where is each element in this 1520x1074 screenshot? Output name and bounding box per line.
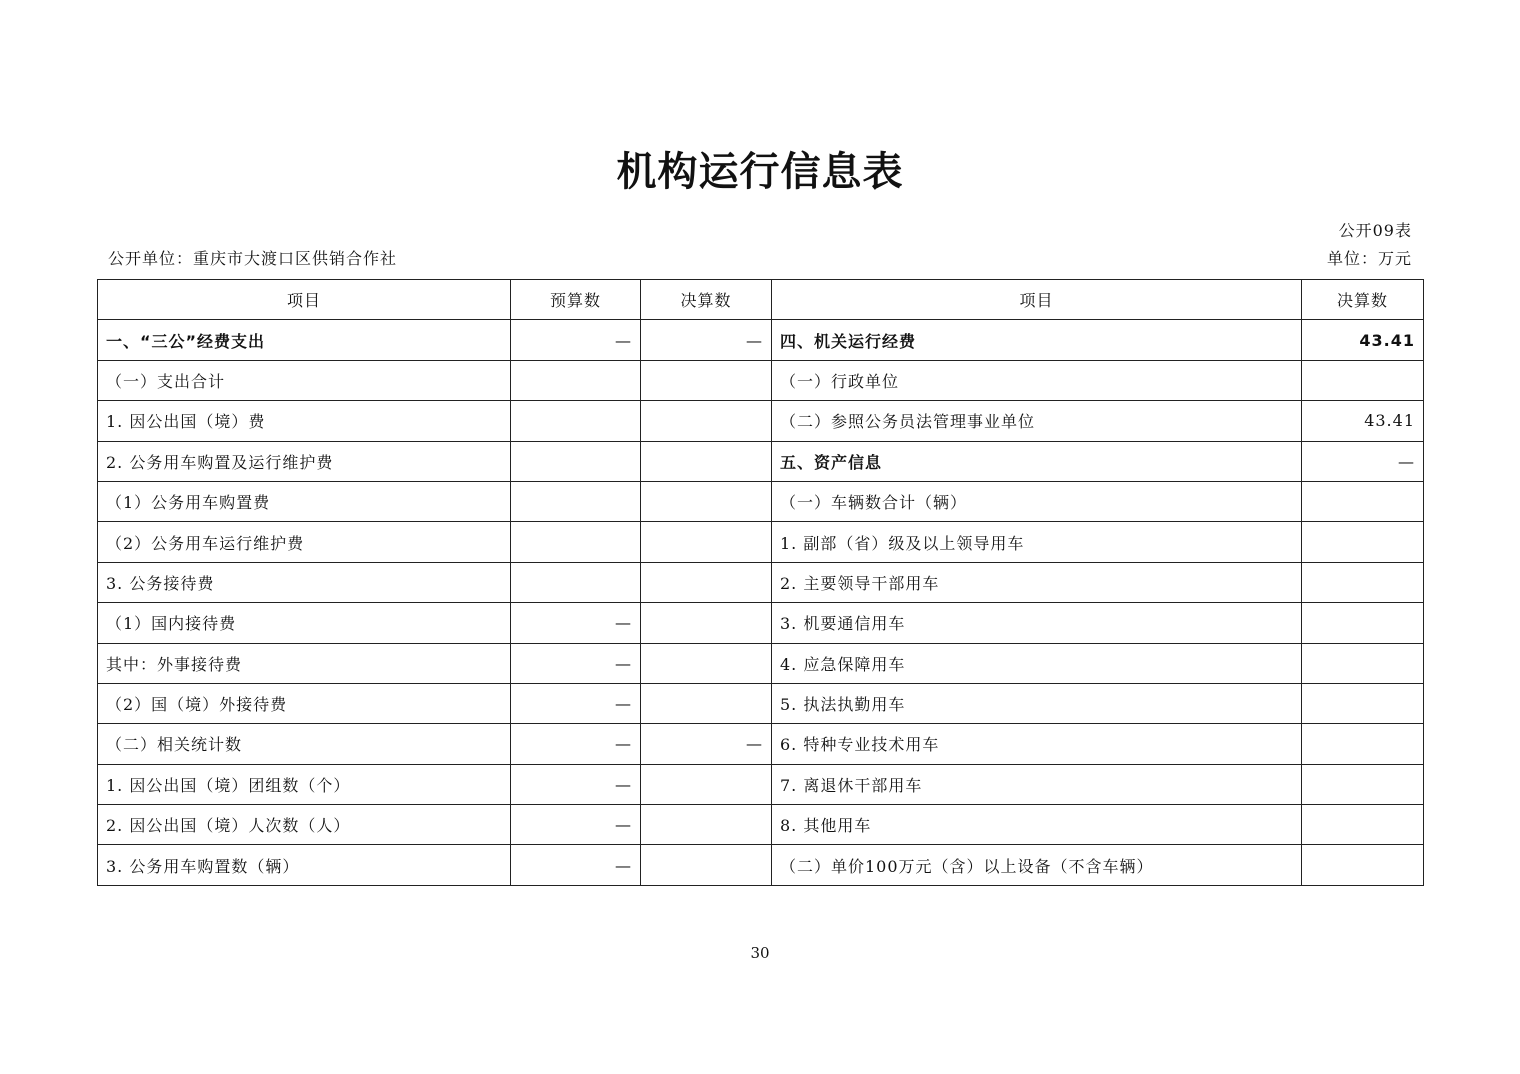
row-final [641,441,772,481]
row-final-right: 43.41 [1302,401,1424,441]
row-final-right [1302,764,1424,804]
row-item: 2. 因公出国（境）人次数（人） [98,805,511,845]
table-row [98,724,1424,764]
row-item-right: 6. 特种专业技术用车 [772,724,1302,764]
row-final-right [1302,845,1424,885]
row-item-right: 8. 其他用车 [772,805,1302,845]
header-budget: 预算数 [511,280,641,320]
row-budget: — [511,805,641,845]
row-item-right: （二）参照公务员法管理事业单位 [772,401,1302,441]
table-row [98,522,1424,562]
row-final [641,845,772,885]
row-budget: — [511,320,641,360]
header-final: 决算数 [641,280,772,320]
row-item: （1）国内接待费 [98,603,511,643]
row-final [641,481,772,521]
row-item: 3. 公务接待费 [98,562,511,602]
row-final [641,360,772,400]
row-item: （2）国（境）外接待费 [98,683,511,723]
row-item-right: （一）车辆数合计（辆） [772,481,1302,521]
row-budget [511,481,641,521]
header-item-right: 项目 [772,280,1302,320]
row-final-right [1302,603,1424,643]
row-budget [511,401,641,441]
row-final-right: 43.41 [1302,320,1424,360]
row-final [641,562,772,602]
row-budget [511,441,641,481]
row-item: 一、“三公”经费支出 [98,320,511,360]
row-final-right [1302,805,1424,845]
row-item: （一）支出合计 [98,360,511,400]
table-row [98,603,1424,643]
row-final: — [641,724,772,764]
row-final [641,401,772,441]
page-number: 30 [750,944,770,962]
table-header-row [98,280,1424,320]
row-item-right: 5. 执法执勤用车 [772,683,1302,723]
table-row [98,481,1424,521]
row-final: — [641,320,772,360]
row-final-right [1302,683,1424,723]
row-item-right: 五、资产信息 [772,441,1302,481]
row-final-right [1302,562,1424,602]
table-row [98,764,1424,804]
row-final [641,683,772,723]
row-item: （2）公务用车运行维护费 [98,522,511,562]
row-item-right: 3. 机要通信用车 [772,603,1302,643]
row-final [641,603,772,643]
row-budget [511,522,641,562]
row-budget: — [511,724,641,764]
table-row [98,562,1424,602]
row-budget [511,360,641,400]
table-row [98,643,1424,683]
row-final [641,643,772,683]
table-row [98,683,1424,723]
row-item: （1）公务用车购置费 [98,481,511,521]
row-budget: — [511,845,641,885]
page-title: 机构运行信息表 [616,149,904,195]
row-item: 2. 公务用车购置及运行维护费 [98,441,511,481]
publishing-unit: 公开单位：重庆市大渡口区供销合作社 [108,249,398,268]
row-budget [511,562,641,602]
row-budget: — [511,643,641,683]
row-final-right [1302,724,1424,764]
unit-row [108,246,1412,269]
currency-unit: 单位：万元 [1326,249,1412,268]
row-final-right [1302,643,1424,683]
row-final-right [1302,522,1424,562]
table-row [98,320,1424,360]
table-row [98,845,1424,885]
row-item-right: （二）单价100万元（含）以上设备（不含车辆） [772,845,1302,885]
row-final-right [1302,481,1424,521]
row-item-right: 7. 离退休干部用车 [772,764,1302,804]
row-budget: — [511,683,641,723]
table-row [98,805,1424,845]
row-item: 其中：外事接待费 [98,643,511,683]
table-row [98,401,1424,441]
row-item-right: （一）行政单位 [772,360,1302,400]
row-item-right: 四、机关运行经费 [772,320,1302,360]
row-final [641,805,772,845]
row-item: 3. 公务用车购置数（辆） [98,845,511,885]
row-item: 1. 因公出国（境）团组数（个） [98,764,511,804]
info-table [97,279,1424,886]
row-final-right: — [1302,441,1424,481]
row-item-right: 4. 应急保障用车 [772,643,1302,683]
row-item-right: 1. 副部（省）级及以上领导用车 [772,522,1302,562]
table-row [98,360,1424,400]
row-item-right: 2. 主要领导干部用车 [772,562,1302,602]
row-item: （二）相关统计数 [98,724,511,764]
form-number: 公开09表 [1338,221,1412,240]
row-item: 1. 因公出国（境）费 [98,401,511,441]
row-final [641,522,772,562]
table-row [98,441,1424,481]
row-budget: — [511,764,641,804]
row-final-right [1302,360,1424,400]
header-final-right: 决算数 [1302,280,1424,320]
header-item: 项目 [98,280,511,320]
row-budget: — [511,603,641,643]
row-final [641,764,772,804]
